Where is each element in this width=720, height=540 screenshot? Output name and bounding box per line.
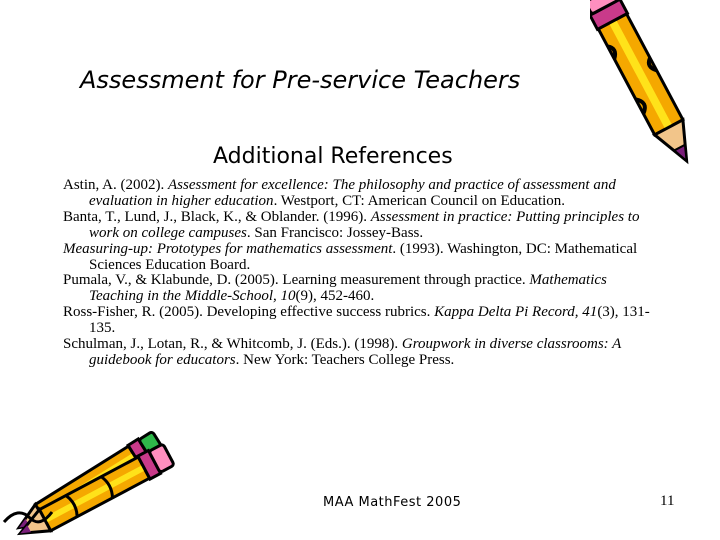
- reference-title: Measuring-up: Prototypes for mathematics assessment: [63, 240, 393, 257]
- reference-title: Assessment for excellence: The philosophy and practice of assessment and evaluation in higher education: [89, 177, 616, 209]
- reference-item: [63, 273, 653, 305]
- reference-text: Pumala, V., & Klabunde, D. (2005). Learning measurement through practice.: [63, 272, 530, 289]
- page-number: 11: [660, 493, 675, 509]
- slide-subtitle: Additional References: [213, 144, 453, 169]
- reference-title: Mathematics Teaching in the Middle-School, 10: [89, 272, 607, 305]
- reference-text: (3), 131-135.: [89, 304, 650, 337]
- reference-text: . San Francisco: Jossey-Bass.: [246, 224, 424, 241]
- footer-text: MAA MathFest 2005: [323, 495, 462, 510]
- reference-item: [63, 305, 653, 337]
- reference-title: Groupwork in diverse classrooms: A guidebook for educators: [89, 336, 622, 368]
- reference-item: [63, 210, 653, 242]
- reference-title: Assessment in practice: Putting principles to work on college campuses: [89, 208, 640, 241]
- reference-title: Kappa Delta Pi Record, 41: [434, 304, 598, 321]
- reference-text: . (1993). Washington, DC: Mathematical Sciences Education Board.: [89, 240, 638, 273]
- reference-text: . New York: Teachers College Press.: [235, 351, 455, 368]
- reference-text: Banta, T., Lund, J., Black, K., & Oblander. (1996).: [63, 208, 371, 225]
- reference-item: [63, 178, 653, 210]
- reference-text: (9), 452-460.: [295, 288, 375, 305]
- reference-text: Astin, A. (2002).: [63, 177, 168, 193]
- reference-text: . Westport, CT: American Council on Education.: [273, 192, 566, 209]
- reference-item: [63, 337, 653, 369]
- pencils-icon: [0, 430, 190, 540]
- slide-title: Assessment for Pre-service Teachers: [80, 66, 521, 94]
- reference-text: Ross-Fisher, R. (2005). Developing effective success rubrics.: [63, 304, 435, 321]
- references-list: [63, 178, 653, 369]
- reference-text: Schulman, J., Lotan, R., & Whitcomb, J. (Eds.). (1998).: [63, 336, 402, 353]
- reference-item: [63, 242, 653, 274]
